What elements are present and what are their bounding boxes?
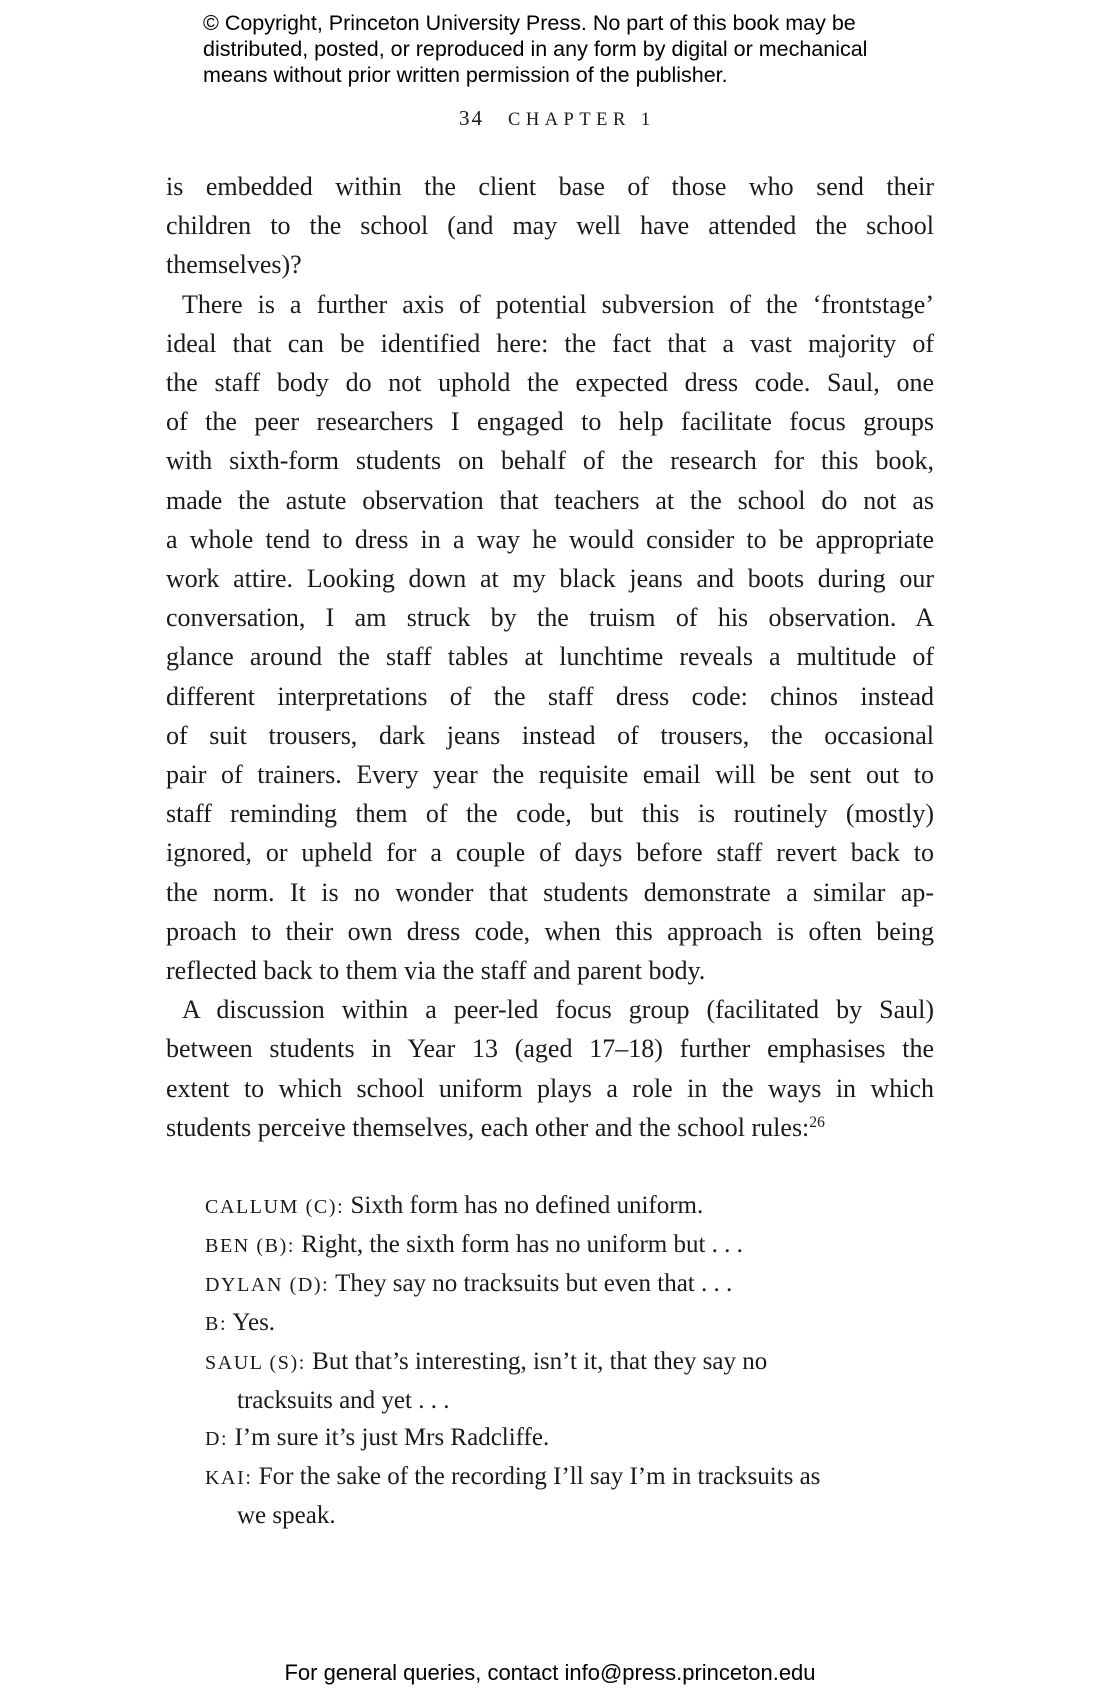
text-line: between students in Year 13 (aged 17–18) further emphasises the (166, 1034, 934, 1064)
footer-queries: For general queries, contact info@press.princeton.edu (284, 1660, 816, 1685)
paragraph (166, 167, 934, 285)
text-line: the staff body do not uphold the expected dress code. Saul, one (166, 368, 934, 398)
running-head (459, 106, 656, 131)
speaker-label: B: (205, 1313, 228, 1335)
speaker-label: D: (205, 1428, 229, 1450)
page-number: 34 (459, 106, 484, 130)
paragraph (166, 285, 934, 991)
text-line: is embedded within the client base of those who send their (166, 172, 934, 201)
dialogue-utterance (205, 1419, 945, 1458)
dialogue-line: BEN (B): Right, the sixth form has no uniform but . . . (205, 1231, 743, 1258)
text-line: ignored, or upheld for a couple of days before staff revert back to (166, 838, 934, 868)
dialogue-line: SAUL (S): But that’s interesting, isn’t it, that they say no (205, 1348, 768, 1375)
copyright-line: distributed, posted, or reproduced in any form by digital or mechanical (203, 37, 868, 61)
copyright-notice (203, 10, 867, 88)
dialogue-line: CALLUM (C): Sixth form has no defined uniform. (205, 1192, 704, 1219)
speaker-label: SAUL (S): (205, 1352, 306, 1374)
dialogue-utterance (205, 1343, 945, 1419)
copyright-line: © Copyright, Princeton University Press. No part of this book may be (203, 11, 856, 35)
text-line: children to the school (and may well have attended the school (166, 211, 934, 241)
dialogue-utterance (205, 1304, 945, 1343)
text-line: work attire. Looking down at my black jeans and boots during our (166, 564, 934, 594)
chapter-label: CHAPTER 1 (508, 110, 656, 130)
dialogue-excerpt (205, 1187, 945, 1534)
text-line: the norm. It is no wonder that students demonstrate a similar ap- (166, 877, 934, 907)
speaker-label: DYLAN (D): (205, 1274, 330, 1296)
text-line: reflected back to them via the staff and parent body. (166, 956, 706, 986)
dialogue-line: DYLAN (D): They say no tracksuits but even that . . . (205, 1270, 733, 1297)
dialogue-utterance (205, 1187, 945, 1226)
dialogue-utterance (205, 1226, 945, 1265)
dialogue-line: we speak. (237, 1502, 336, 1529)
dialogue-utterance (205, 1265, 945, 1304)
text-line: different interpretations of the staff dress code: chinos instead (166, 681, 934, 711)
dialogue-line: D: I’m sure it’s just Mrs Radcliffe. (205, 1424, 550, 1451)
text-line: pair of trainers. Every year the requisite email will be sent out to (166, 760, 934, 790)
paragraph (166, 990, 934, 1151)
text-line: There is a further axis of potential subversion of the ‘frontstage’ (182, 289, 934, 319)
text-line: students perceive themselves, each other and the school rules:$^{26}$ (166, 1112, 825, 1142)
dialogue-line: B: Yes. (205, 1309, 276, 1336)
text-line: of the peer researchers I engaged to help facilitate focus groups (166, 407, 934, 437)
text-line: of suit trousers, dark jeans instead of trousers, the occasional (166, 720, 934, 750)
footnote-reference: 26 (809, 1114, 825, 1132)
text-line: themselves)? (166, 250, 302, 280)
text-line: with sixth-form students on behalf of the research for this book, (166, 446, 934, 476)
text-line: made the astute observation that teachers at the school do not as (166, 485, 934, 515)
speaker-label: CALLUM (C): (205, 1196, 345, 1218)
text-line: conversation, I am struck by the truism of his observation. A (166, 603, 934, 633)
text-line: staff reminding them of the code, but this is routinely (mostly) (166, 799, 934, 829)
speaker-label: KAI: (205, 1467, 253, 1489)
copyright-line: means without prior written permission of the publisher. (203, 63, 728, 87)
text-line: proach to their own dress code, when this approach is often being (166, 916, 934, 946)
text-line: a whole tend to dress in a way he would consider to be appropriate (166, 524, 934, 554)
text-line: glance around the staff tables at lunchtime reveals a multitude of (166, 642, 934, 672)
text-line: extent to which school uniform plays a role in the ways in which (166, 1073, 934, 1103)
text-line: A discussion within a peer-led focus group (facilitated by Saul) (182, 995, 934, 1025)
dialogue-line: tracksuits and yet . . . (237, 1387, 450, 1414)
dialogue-utterance (205, 1458, 945, 1534)
dialogue-line: KAI: For the sake of the recording I’ll say I’m in tracksuits as (205, 1463, 821, 1490)
text-line: ideal that can be identified here: the fact that a vast majority of (166, 328, 934, 358)
body-text (166, 167, 934, 1151)
speaker-label: BEN (B): (205, 1235, 296, 1257)
